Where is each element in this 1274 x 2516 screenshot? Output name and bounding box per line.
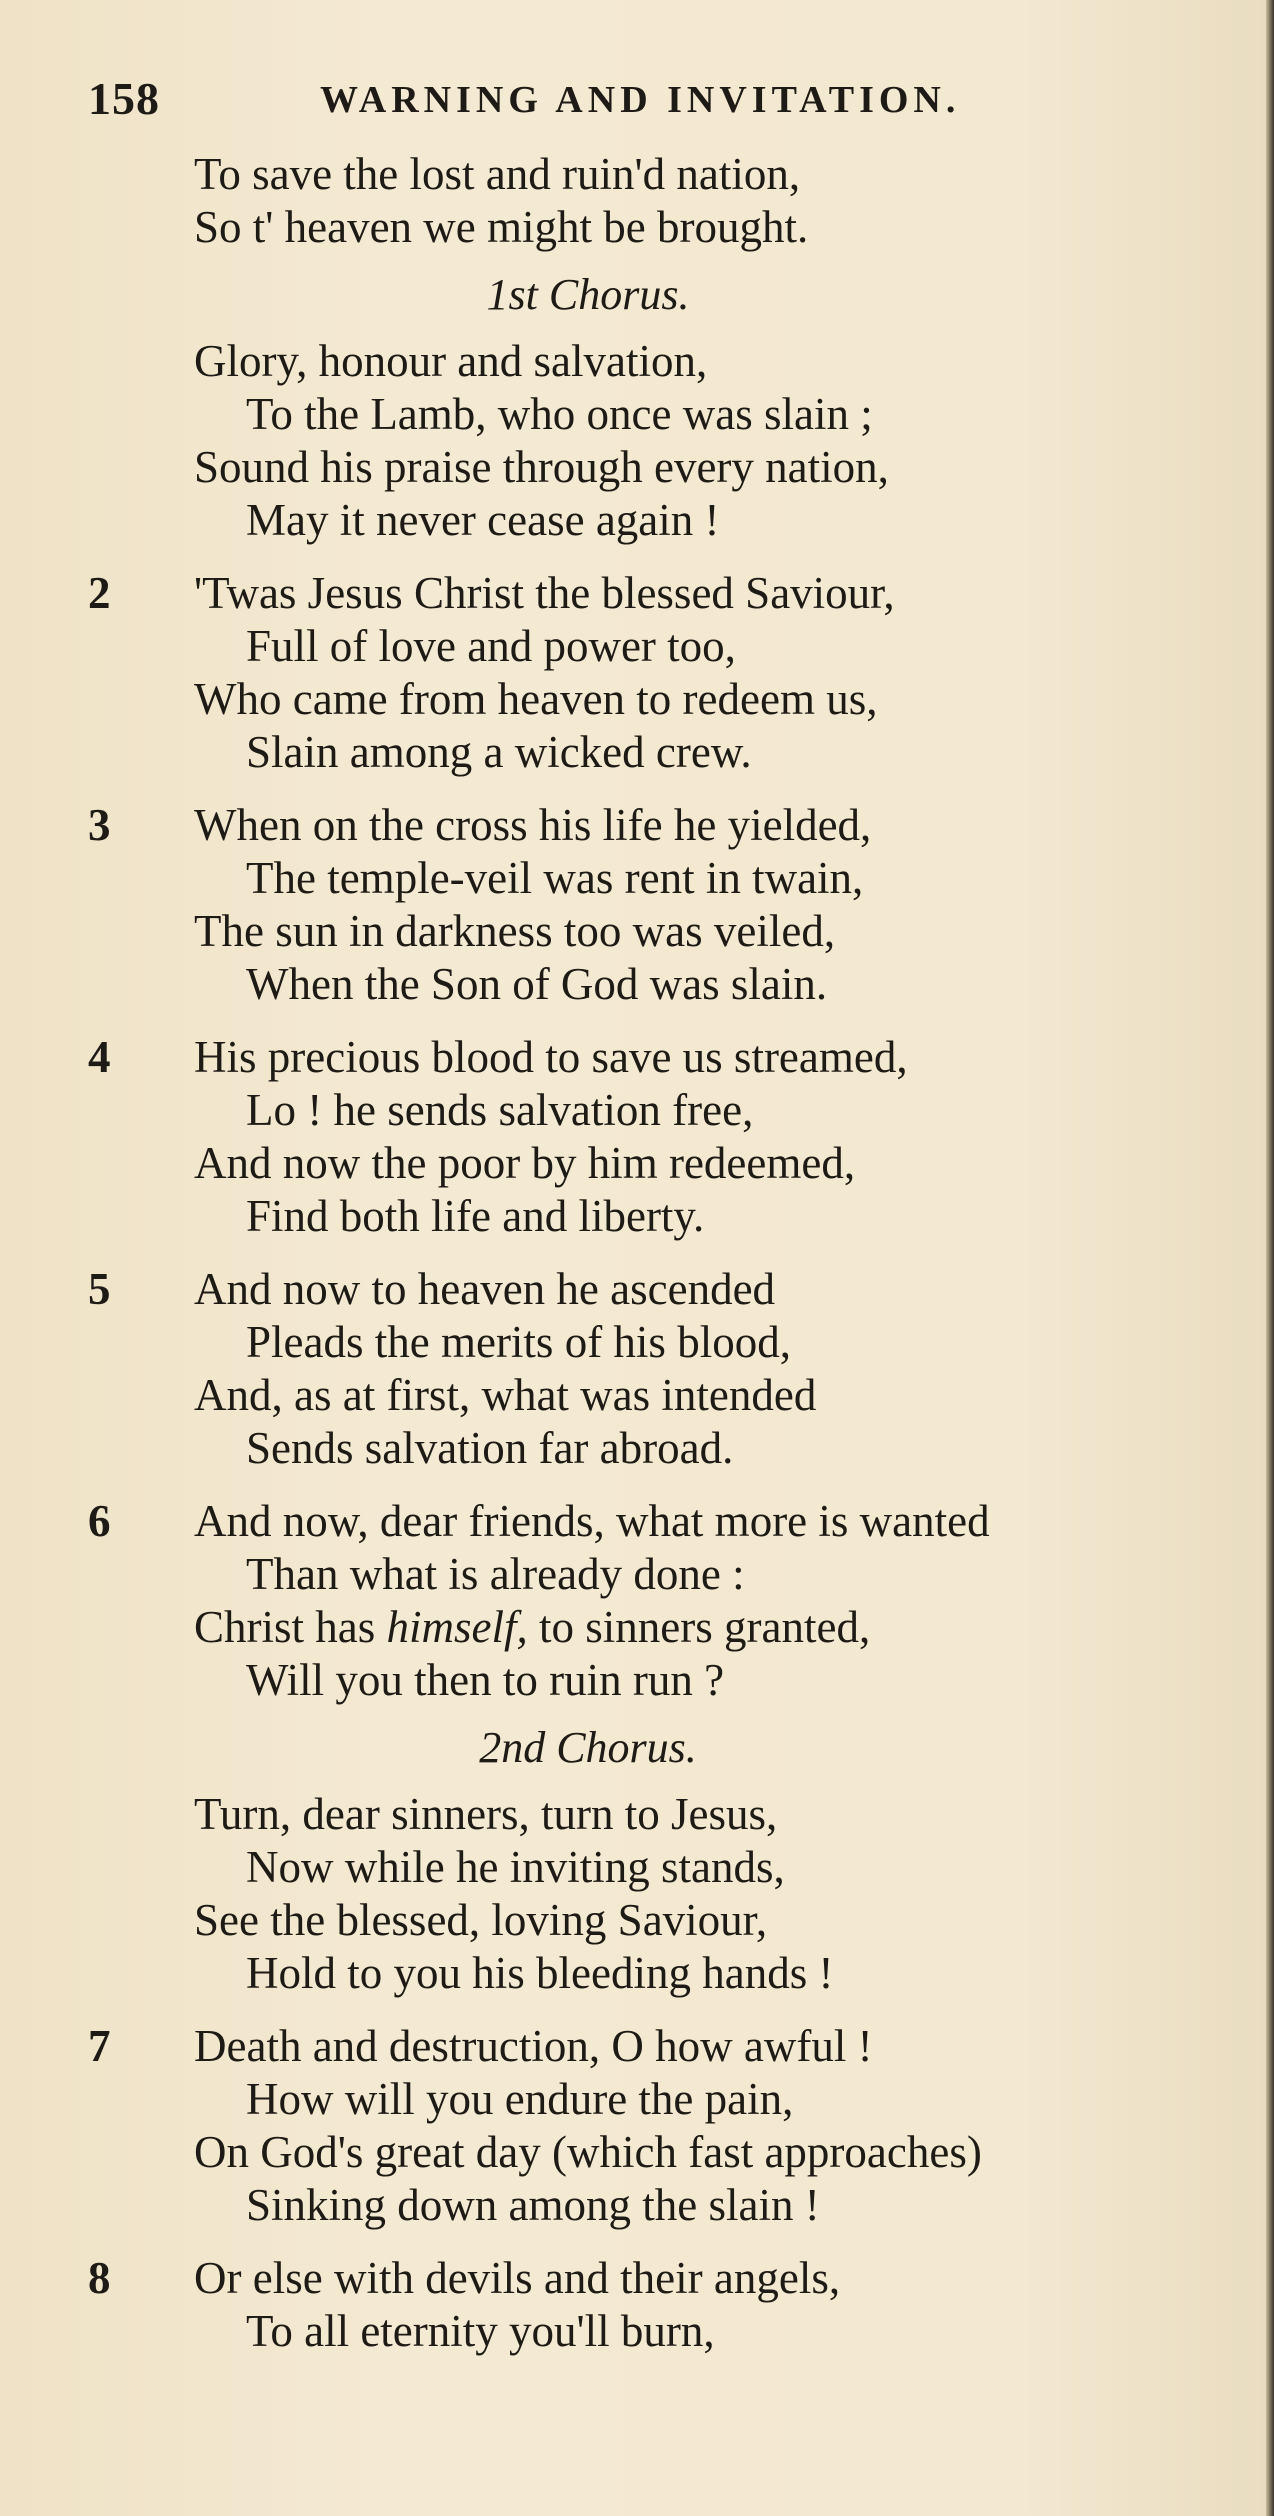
verse-line: And now, dear friends, what more is wanted xyxy=(194,1496,990,1546)
verse-line: Slain among a wicked crew. xyxy=(246,727,752,777)
verse-line: Glory, honour and salvation, xyxy=(194,336,708,386)
verse-number: 2 xyxy=(88,568,111,618)
chorus-heading: 1st Chorus. xyxy=(486,270,690,319)
verse-line: To the Lamb, who once was slain ; xyxy=(246,389,873,439)
verse-line: Will you then to ruin run ? xyxy=(246,1655,725,1705)
verse-line: May it never cease again ! xyxy=(246,495,720,545)
verse-line: Sound his praise through every nation, xyxy=(194,442,889,492)
verse-number: 7 xyxy=(88,2021,111,2071)
page-header xyxy=(88,72,1208,132)
verse-line: When the Son of God was slain. xyxy=(246,959,828,1009)
chorus-heading: 2nd Chorus. xyxy=(479,1723,697,1772)
verse-line: Lo ! he sends salvation free, xyxy=(246,1085,754,1135)
verse-number: 8 xyxy=(88,2253,111,2303)
verse-stanza xyxy=(88,2020,1248,2232)
verse-line: Or else with devils and their angels, xyxy=(194,2253,841,2303)
verse-stanza xyxy=(88,1031,1248,1243)
verse-line: Full of love and power too, xyxy=(246,621,736,671)
verse-number: 5 xyxy=(88,1264,111,1314)
verse-line xyxy=(88,1601,1248,1654)
chorus-stanza xyxy=(88,1788,1248,2000)
verse-stanza xyxy=(88,567,1248,779)
verse-line: So t' heaven we might be brought. xyxy=(194,202,809,252)
verse-line: 'Twas Jesus Christ the blessed Saviour, xyxy=(194,568,895,618)
verse-line: Who came from heaven to redeem us, xyxy=(194,674,878,724)
verse-stanza xyxy=(88,1263,1248,1475)
hymn-text xyxy=(88,148,1248,2358)
verse-number: 3 xyxy=(88,800,111,850)
verse-line: How will you endure the pain, xyxy=(246,2074,794,2124)
page-number: 158 xyxy=(88,73,160,124)
verse-line: And now the poor by him redeemed, xyxy=(194,1138,856,1188)
verse-line: The temple-veil was rent in twain, xyxy=(246,853,864,903)
verse-line: And, as at first, what was intended xyxy=(194,1370,817,1420)
verse-stanza xyxy=(88,2252,1248,2358)
verse-stanza xyxy=(88,799,1248,1011)
running-head: WARNING AND INVITATION. xyxy=(320,79,961,121)
verse-line: Than what is already done : xyxy=(246,1549,745,1599)
verse-line: Death and destruction, O how awful ! xyxy=(194,2021,873,2071)
verse-line: On God's great day (which fast approaches) xyxy=(194,2127,982,2177)
verse-line: His precious blood to save us streamed, xyxy=(194,1032,908,1082)
verse-line: When on the cross his life he yielded, xyxy=(194,800,872,850)
intro-stanza xyxy=(88,148,1248,254)
verse-line: Now while he inviting stands, xyxy=(246,1842,785,1892)
verse-text: to sinners granted, xyxy=(539,1602,871,1652)
verse-line: Hold to you his bleeding hands ! xyxy=(246,1948,834,1998)
verse-line: To save the lost and ruin'd nation, xyxy=(194,149,801,199)
verse-line: Sinking down among the slain ! xyxy=(246,2180,820,2230)
verse-stanza xyxy=(88,1495,1248,1707)
chorus-stanza xyxy=(88,335,1248,547)
emphasis-text: himself, xyxy=(386,1602,528,1652)
verse-number: 4 xyxy=(88,1032,111,1082)
verse-line: Find both life and liberty. xyxy=(246,1191,705,1241)
verse-line: And now to heaven he ascended xyxy=(194,1264,776,1314)
verse-line: Pleads the merits of his blood, xyxy=(246,1317,791,1367)
verse-line: The sun in darkness too was veiled, xyxy=(194,906,836,956)
page-edge xyxy=(1266,0,1274,2516)
verse-line: To all eternity you'll burn, xyxy=(246,2306,715,2356)
verse-line: See the blessed, loving Saviour, xyxy=(194,1895,768,1945)
verse-line: Turn, dear sinners, turn to Jesus, xyxy=(194,1789,778,1839)
verse-number: 6 xyxy=(88,1496,111,1546)
verse-text: Christ has xyxy=(194,1602,376,1652)
verse-line: Sends salvation far abroad. xyxy=(246,1423,734,1473)
